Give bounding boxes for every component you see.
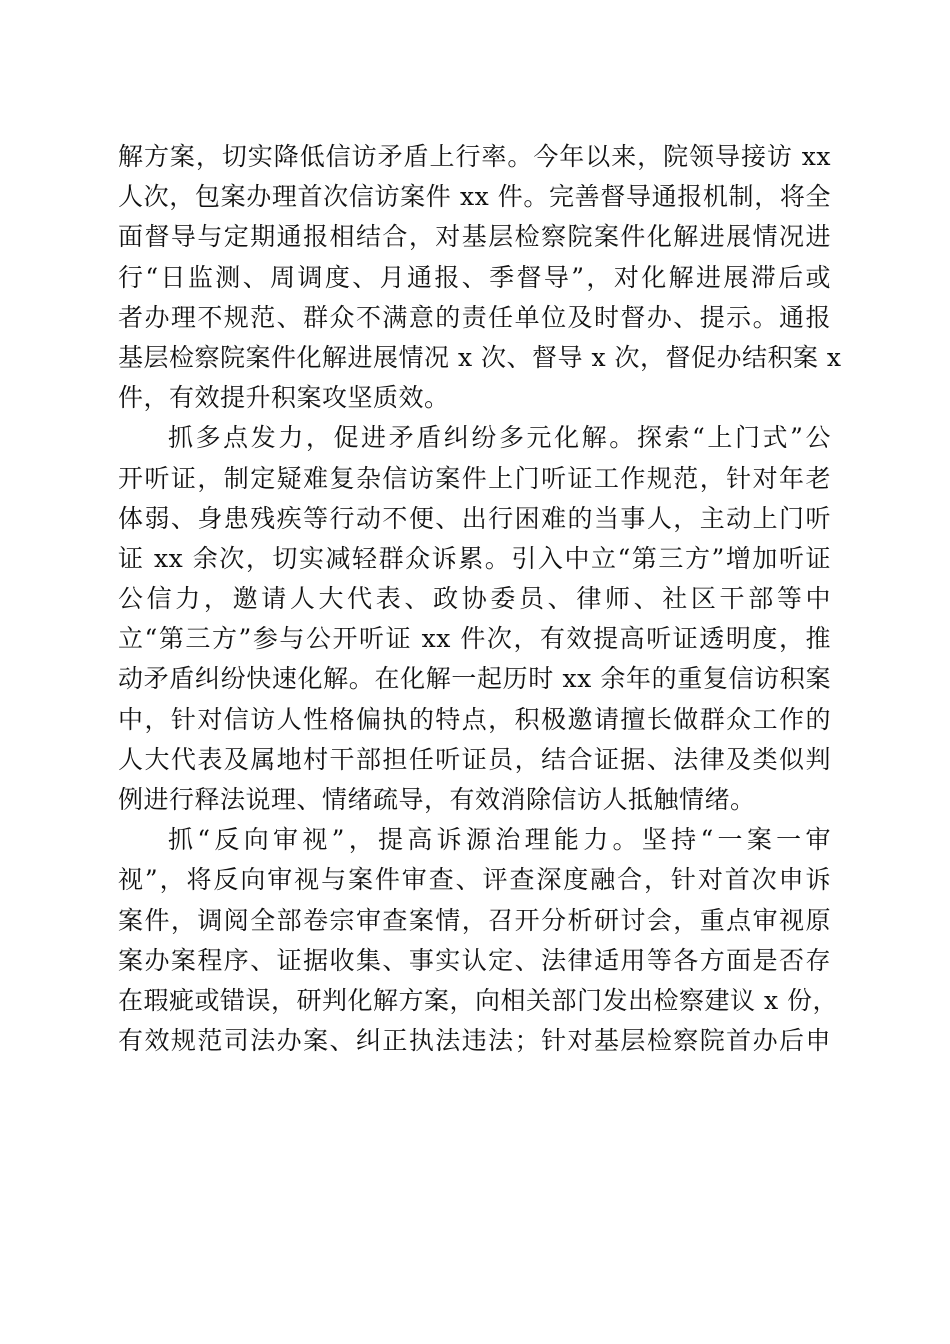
text-line: 抓“反向审视”，提高诉源治理能力。坚持“一案一审 [168, 825, 831, 855]
text-line: 开听证，制定疑难复杂信访案件上门听证工作规范，针对年老 [118, 463, 831, 493]
text-line: 人次，包案办理首次信访案件 xx 件。完善督导通报机制，将全 [118, 182, 831, 212]
text-line: 证 xx 余次，切实减轻群众诉累。引入中立“第三方”增加听证 [118, 543, 831, 573]
text-line: 在瑕疵或错误，研判化解方案，向相关部门发出检察建议 x 份， [118, 985, 838, 1015]
text-line: 体弱、身患残疾等行动不便、出行困难的当事人，主动上门听 [118, 503, 831, 533]
text-line: 视”，将反向审视与案件审查、评查深度融合，针对首次申诉 [118, 865, 831, 895]
paragraph-3 [118, 820, 838, 1061]
text-line: 案办案程序、证据收集、事实认定、法律适用等各方面是否存 [118, 945, 831, 975]
text-line: 人大代表及属地村干部担任听证员，结合证据、法律及类似判 [118, 744, 831, 774]
text-line: 解方案，切实降低信访矛盾上行率。今年以来，院领导接访 xx [118, 142, 831, 171]
text-line: 立“第三方”参与公开听证 xx 件次，有效提高听证透明度，推 [118, 624, 831, 654]
text-line: 行“日监测、周调度、月通报、季督导”，对化解进展滞后或 [118, 262, 831, 292]
text-line: 中，针对信访人性格偏执的特点，积极邀请擅长做群众工作的 [118, 704, 831, 734]
text-line: 面督导与定期通报相结合，对基层检察院案件化解进展情况进 [118, 222, 831, 252]
text-line: 动矛盾纠纷快速化解。在化解一起历时 xx 余年的重复信访积案 [118, 664, 831, 694]
text-line: 件，有效提升积案攻坚质效。 [118, 383, 450, 413]
paragraph-1 [118, 137, 842, 418]
text-line: 案件，调阅全部卷宗审查案情，召开分析研讨会，重点审视原 [118, 905, 831, 935]
paragraph-2 [118, 418, 831, 820]
text-line: 有效规范司法办案、纠正执法违法；针对基层检察院首办后申 [118, 1026, 831, 1056]
text-line: 基层检察院案件化解进展情况 x 次、督导 x 次，督促办结积案 x [118, 342, 842, 372]
document-page [118, 137, 842, 1061]
text-line: 抓多点发力，促进矛盾纠纷多元化解。探索“上门式”公 [168, 423, 831, 453]
text-line: 例进行释法说理、情绪疏导，有效消除信访人抵触情绪。 [118, 785, 756, 814]
text-line: 者办理不规范、群众不满意的责任单位及时督办、提示。通报 [118, 302, 831, 332]
text-line: 公信力，邀请人大代表、政协委员、律师、社区干部等中 [118, 584, 831, 614]
